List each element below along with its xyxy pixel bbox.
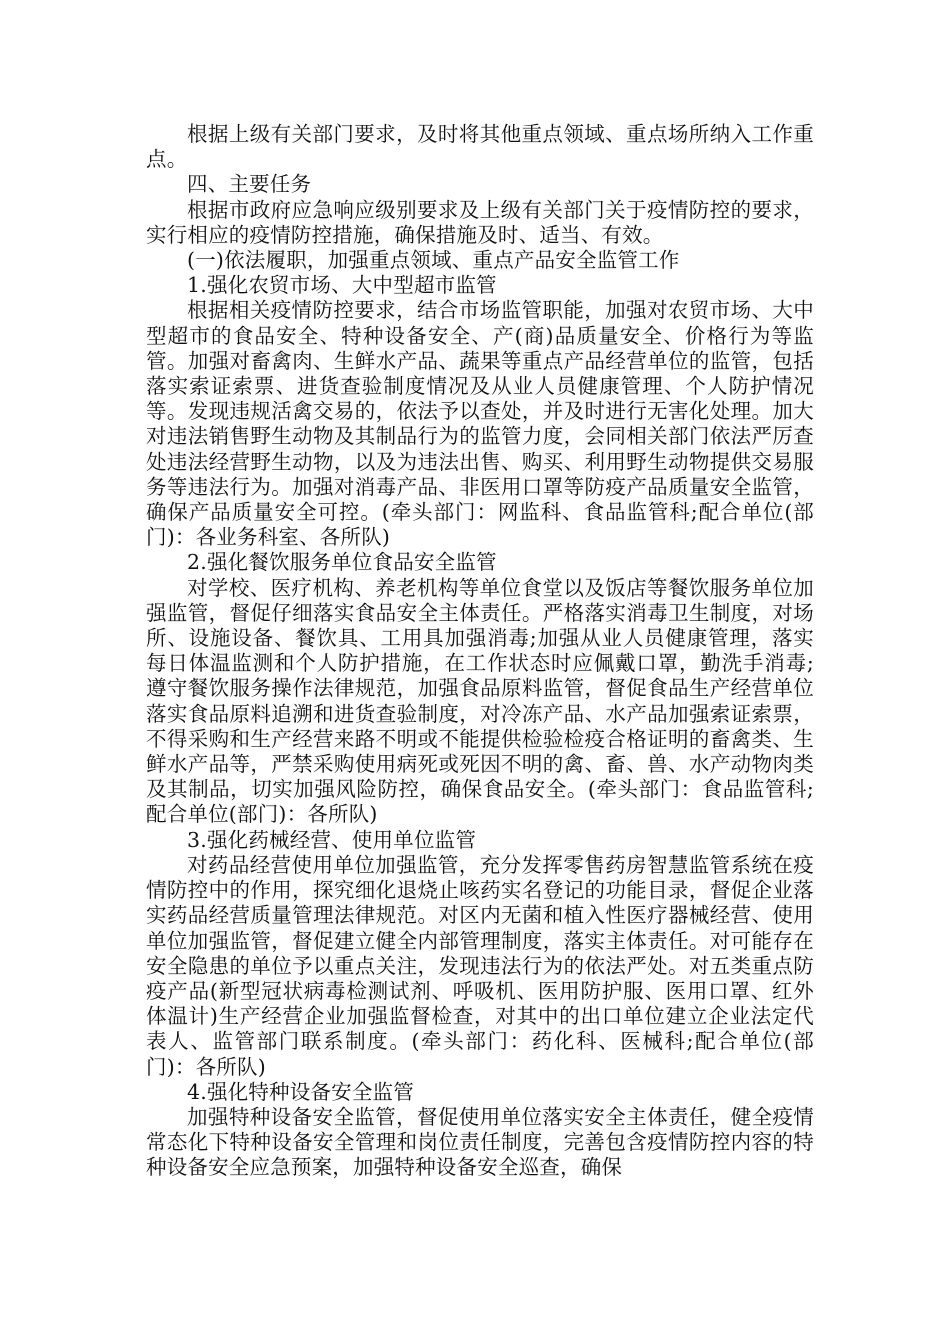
item-heading: 2.强化餐饮服务单位食品安全监管 [187,550,497,575]
section-heading: 四、主要任务 [187,172,312,197]
paragraph: 根据上级有关部门要求，及时将其他重点领域、重点场所纳入工作重点。 [146,122,814,172]
document-body [146,122,814,1181]
item-heading: 4.强化特种设备安全监管 [187,1079,414,1104]
paragraph: 对药品经营使用单位加强监管，充分发挥零售药房智慧监管系统在疫情防控中的作用，探究细化退烧止咳药实名登记的功能目录，督促企业落实药品经营质量管理法律规范。对区内无菌和植入性医疗器械经营、使用单位加强监管，督促建立健全内部管理制度，落实主体责任。对可能存在安全隐患的单位予以重点关注，发现违法行为的依法严处。对五类重点防疫产品(新型冠状病毒检测试剂、呼吸机、医用防护服、医用口罩、红外体温计)生产经营企业加强监督检查，对其中的出口单位建立企业法定代表人、监管部门联系制度。(牵头部门：药化科、医械科;配合单位(部门)：各所队) [146,852,814,1079]
paragraph: 根据相关疫情防控要求，结合市场监管职能，加强对农贸市场、大中型超市的食品安全、特种设备安全、产(商)品质量安全、价格行为等监管。加强对畜禽肉、生鲜水产品、蔬果等重点产品经营单位的监管，包括落实索证索票、进货查验制度情况及从业人员健康管理、个人防护情况等。发现违规活禽交易的，依法予以查处，并及时进行无害化处理。加大对违法销售野生动物及其制品行为的监管力度，会同相关部门依法严厉查处违法经营野生动物，以及为违法出售、购买、利用野生动物提供交易服务等违法行为。加强对消毒产品、非医用口罩等防疫产品质量安全监管，确保产品质量安全可控。(牵头部门：网监科、食品监管科;配合单位(部门)：各业务科室、各所队) [146,298,814,550]
paragraph: 根据市政府应急响应级别要求及上级有关部门关于疫情防控的要求，实行相应的疫情防控措施，确保措施及时、适当、有效。 [146,197,814,247]
item-heading: 1.强化农贸市场、大中型超市监管 [187,273,497,298]
paragraph: 对学校、医疗机构、养老机构等单位食堂以及饭店等餐饮服务单位加强监管，督促仔细落实食品安全主体责任。严格落实消毒卫生制度，对场所、设施设备、餐饮具、工用具加强消毒;加强从业人员健康管理，落实每日体温监测和个人防护措施，在工作状态时应佩戴口罩，勤洗手消毒;遵守餐饮服务操作法律规范，加强食品原料监管，督促食品生产经营单位落实食品原料追溯和进货查验制度，对冷冻产品、水产品加强索证索票，不得采购和生产经营来路不明或不能提供检验检疫合格证明的畜禽类、生鲜水产品等，严禁采购使用病死或死因不明的禽、畜、兽、水产动物肉类及其制品，切实加强风险防控，确保食品安全。(牵头部门：食品监管科;配合单位(部门)：各所队) [146,575,814,827]
item-heading: 3.强化药械经营、使用单位监管 [187,827,477,852]
paragraph: 加强特种设备安全监管，督促使用单位落实安全主体责任，健全疫情常态化下特种设备安全管理和岗位责任制度，完善包含疫情防控内容的特种设备安全应急预案，加强特种设备安全巡查，确保 [146,1104,814,1180]
subsection-heading: (一)依法履职，加强重点领域、重点产品安全监管工作 [187,248,680,273]
